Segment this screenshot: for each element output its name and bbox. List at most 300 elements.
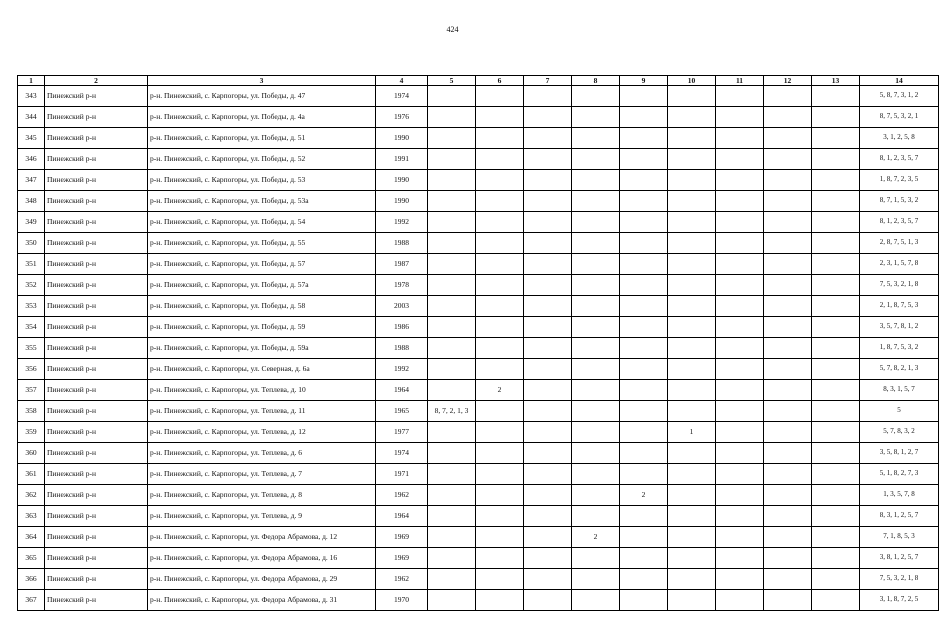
cell-c5 <box>428 317 476 338</box>
cell-c8 <box>572 212 620 233</box>
table-row <box>18 506 939 527</box>
cell-c11 <box>716 128 764 149</box>
cell-year: 1970 <box>376 590 428 611</box>
column-header-14: 14 <box>860 76 939 86</box>
column-header-8: 8 <box>572 76 620 86</box>
cell-c5 <box>428 443 476 464</box>
cell-c13 <box>812 212 860 233</box>
cell-address: р-н. Пинежский, с. Карпогоры, ул. Теплева, д. 10 <box>148 380 376 401</box>
cell-n: 347 <box>18 170 45 191</box>
cell-c14 <box>860 149 939 170</box>
code-sequence: 3, 5, 7, 8, 1, 2 <box>879 322 919 331</box>
cell-c6 <box>476 443 524 464</box>
cell-district: Пинежский р-н <box>45 296 148 317</box>
cell-n: 363 <box>18 506 45 527</box>
cell-n: 360 <box>18 443 45 464</box>
code-sequence: 8, 7, 1, 5, 3, 2 <box>879 196 919 205</box>
table-row <box>18 296 939 317</box>
cell-c12 <box>764 527 812 548</box>
column-header-5: 5 <box>428 76 476 86</box>
table-row <box>18 107 939 128</box>
cell-c13 <box>812 443 860 464</box>
cell-year: 1962 <box>376 569 428 590</box>
cell-c7 <box>524 527 572 548</box>
cell-n: 343 <box>18 86 45 107</box>
column-header-11: 11 <box>716 76 764 86</box>
cell-c11 <box>716 212 764 233</box>
cell-district: Пинежский р-н <box>45 338 148 359</box>
cell-c9 <box>620 149 668 170</box>
cell-c14 <box>860 401 939 422</box>
cell-c9 <box>620 170 668 191</box>
cell-n: 361 <box>18 464 45 485</box>
cell-c13 <box>812 170 860 191</box>
cell-c7 <box>524 464 572 485</box>
code-sequence: 8, 3, 1, 2, 5, 7 <box>879 511 919 520</box>
cell-n: 351 <box>18 254 45 275</box>
cell-c6 <box>476 296 524 317</box>
cell-n: 355 <box>18 338 45 359</box>
cell-n: 367 <box>18 590 45 611</box>
cell-district: Пинежский р-н <box>45 527 148 548</box>
cell-c12 <box>764 275 812 296</box>
cell-c10 <box>668 149 716 170</box>
cell-c11 <box>716 275 764 296</box>
cell-c11 <box>716 443 764 464</box>
cell-n: 345 <box>18 128 45 149</box>
table-row <box>18 128 939 149</box>
cell-c13 <box>812 86 860 107</box>
header-row <box>18 76 939 86</box>
cell-c10 <box>668 464 716 485</box>
cell-c8 <box>572 170 620 191</box>
table-row <box>18 590 939 611</box>
cell-c9 <box>620 506 668 527</box>
cell-c11 <box>716 149 764 170</box>
code-sequence: 5 <box>897 406 901 415</box>
cell-c10 <box>668 296 716 317</box>
cell-c5 <box>428 506 476 527</box>
cell-c13 <box>812 464 860 485</box>
code-sequence: 7, 1, 8, 5, 3 <box>883 532 915 541</box>
cell-c10 <box>668 107 716 128</box>
cell-c8 <box>572 107 620 128</box>
cell-c6 <box>476 485 524 506</box>
cell-c6 <box>476 338 524 359</box>
cell-c14 <box>860 212 939 233</box>
cell-c12 <box>764 422 812 443</box>
cell-c12 <box>764 170 812 191</box>
cell-c7 <box>524 296 572 317</box>
cell-c7 <box>524 191 572 212</box>
cell-c9 <box>620 548 668 569</box>
cell-address: р-н. Пинежский, с. Карпогоры, ул. Федора Абрамова, д. 31 <box>148 590 376 611</box>
table-row <box>18 485 939 506</box>
cell-c5 <box>428 569 476 590</box>
page-number: 424 <box>446 25 459 34</box>
cell-c6 <box>476 422 524 443</box>
cell-c8 <box>572 548 620 569</box>
cell-c5 <box>428 212 476 233</box>
cell-c5 <box>428 422 476 443</box>
column-header-12: 12 <box>764 76 812 86</box>
cell-c5 <box>428 464 476 485</box>
cell-c5 <box>428 548 476 569</box>
cell-c7 <box>524 590 572 611</box>
cell-c9 <box>620 107 668 128</box>
cell-c10 <box>668 590 716 611</box>
cell-year: 1965 <box>376 401 428 422</box>
cell-n: 359 <box>18 422 45 443</box>
cell-c6 <box>476 254 524 275</box>
cell-c9 <box>620 464 668 485</box>
column-header-3: 3 <box>148 76 376 86</box>
table-header <box>18 76 939 86</box>
cell-district: Пинежский р-н <box>45 548 148 569</box>
cell-c13 <box>812 359 860 380</box>
column-header-9: 9 <box>620 76 668 86</box>
cell-c7 <box>524 275 572 296</box>
cell-c13 <box>812 548 860 569</box>
cell-c9 <box>620 338 668 359</box>
cell-c10 <box>668 212 716 233</box>
cell-c12 <box>764 485 812 506</box>
cell-c9 <box>620 86 668 107</box>
cell-c11 <box>716 590 764 611</box>
cell-c10 <box>668 506 716 527</box>
cell-c5 <box>428 191 476 212</box>
cell-c11 <box>716 485 764 506</box>
cell-c12 <box>764 233 812 254</box>
cell-c9 <box>620 422 668 443</box>
cell-address: р-н. Пинежский, с. Карпогоры, ул. Федора Абрамова, д. 12 <box>148 527 376 548</box>
cell-c11 <box>716 254 764 275</box>
cell-c6 <box>476 590 524 611</box>
cell-year: 1969 <box>376 527 428 548</box>
table-row <box>18 191 939 212</box>
cell-c5: 8, 7, 2, 1, 3 <box>428 401 476 422</box>
cell-year: 1971 <box>376 464 428 485</box>
column-header-1: 1 <box>18 76 45 86</box>
cell-c8 <box>572 506 620 527</box>
cell-c7 <box>524 107 572 128</box>
cell-c13 <box>812 380 860 401</box>
cell-n: 358 <box>18 401 45 422</box>
cell-c10 <box>668 233 716 254</box>
cell-c6 <box>476 506 524 527</box>
cell-c8 <box>572 296 620 317</box>
cell-year: 1987 <box>376 254 428 275</box>
cell-c6 <box>476 401 524 422</box>
cell-c7 <box>524 170 572 191</box>
cell-year: 1991 <box>376 149 428 170</box>
table-row <box>18 569 939 590</box>
cell-c10 <box>668 128 716 149</box>
cell-year: 1986 <box>376 317 428 338</box>
cell-c7 <box>524 569 572 590</box>
cell-c11 <box>716 317 764 338</box>
cell-address: р-н. Пинежский, с. Карпогоры, ул. Победы, д. 53а <box>148 191 376 212</box>
code-sequence: 7, 5, 3, 2, 1, 8 <box>879 280 919 289</box>
cell-address: р-н. Пинежский, с. Карпогоры, ул. Теплева, д. 12 <box>148 422 376 443</box>
cell-c12 <box>764 569 812 590</box>
cell-c11 <box>716 86 764 107</box>
cell-c5 <box>428 107 476 128</box>
table-body <box>18 86 939 611</box>
cell-c14 <box>860 548 939 569</box>
cell-c14 <box>860 86 939 107</box>
cell-c13 <box>812 590 860 611</box>
table-row <box>18 443 939 464</box>
cell-address: р-н. Пинежский, с. Карпогоры, ул. Федора Абрамова, д. 16 <box>148 548 376 569</box>
code-sequence: 3, 1, 8, 7, 2, 5 <box>879 595 919 604</box>
cell-c12 <box>764 401 812 422</box>
cell-c10: 1 <box>668 422 716 443</box>
cell-c14 <box>860 170 939 191</box>
cell-c10 <box>668 191 716 212</box>
cell-c12 <box>764 380 812 401</box>
cell-c6 <box>476 548 524 569</box>
cell-c14 <box>860 107 939 128</box>
cell-c14 <box>860 275 939 296</box>
cell-address: р-н. Пинежский, с. Карпогоры, ул. Теплева, д. 7 <box>148 464 376 485</box>
cell-c8 <box>572 401 620 422</box>
cell-c9 <box>620 569 668 590</box>
cell-c11 <box>716 359 764 380</box>
cell-c8 <box>572 422 620 443</box>
cell-c12 <box>764 359 812 380</box>
cell-district: Пинежский р-н <box>45 107 148 128</box>
table-row <box>18 212 939 233</box>
code-sequence: 2, 1, 8, 7, 5, 3 <box>879 301 919 310</box>
cell-district: Пинежский р-н <box>45 380 148 401</box>
cell-n: 350 <box>18 233 45 254</box>
cell-c9 <box>620 590 668 611</box>
cell-c10 <box>668 485 716 506</box>
cell-c5 <box>428 296 476 317</box>
cell-c13 <box>812 275 860 296</box>
cell-year: 1988 <box>376 233 428 254</box>
cell-district: Пинежский р-н <box>45 464 148 485</box>
cell-district: Пинежский р-н <box>45 443 148 464</box>
cell-c12 <box>764 296 812 317</box>
cell-year: 1990 <box>376 128 428 149</box>
cell-year: 1990 <box>376 170 428 191</box>
cell-c5 <box>428 149 476 170</box>
cell-n: 354 <box>18 317 45 338</box>
cell-c5 <box>428 170 476 191</box>
column-header-4: 4 <box>376 76 428 86</box>
cell-c13 <box>812 401 860 422</box>
code-sequence: 8, 3, 1, 5, 7 <box>883 385 915 394</box>
cell-c12 <box>764 443 812 464</box>
cell-address: р-н. Пинежский, с. Карпогоры, ул. Победы, д. 59а <box>148 338 376 359</box>
cell-c12 <box>764 212 812 233</box>
cell-n: 364 <box>18 527 45 548</box>
cell-c5 <box>428 86 476 107</box>
table-row <box>18 527 939 548</box>
cell-year: 1977 <box>376 422 428 443</box>
cell-c14 <box>860 233 939 254</box>
cell-c8 <box>572 359 620 380</box>
table-row <box>18 338 939 359</box>
cell-c9 <box>620 527 668 548</box>
cell-n: 344 <box>18 107 45 128</box>
cell-c10 <box>668 443 716 464</box>
cell-year: 1964 <box>376 506 428 527</box>
cell-c6 <box>476 275 524 296</box>
cell-c7 <box>524 401 572 422</box>
table-row <box>18 149 939 170</box>
code-sequence: 1, 8, 7, 5, 3, 2 <box>879 343 919 352</box>
cell-c6 <box>476 86 524 107</box>
cell-c13 <box>812 233 860 254</box>
cell-c12 <box>764 464 812 485</box>
cell-year: 1974 <box>376 443 428 464</box>
cell-c6 <box>476 233 524 254</box>
cell-c7 <box>524 86 572 107</box>
code-sequence: 1, 8, 7, 2, 3, 5 <box>879 175 919 184</box>
cell-address: р-н. Пинежский, с. Карпогоры, ул. Победы, д. 57 <box>148 254 376 275</box>
cell-c12 <box>764 506 812 527</box>
cell-n: 356 <box>18 359 45 380</box>
cell-c5 <box>428 380 476 401</box>
cell-c7 <box>524 548 572 569</box>
cell-district: Пинежский р-н <box>45 569 148 590</box>
cell-c10 <box>668 359 716 380</box>
cell-district: Пинежский р-н <box>45 170 148 191</box>
cell-c14 <box>860 464 939 485</box>
code-sequence: 8, 1, 2, 3, 5, 7 <box>879 154 919 163</box>
cell-c14 <box>860 296 939 317</box>
cell-c6 <box>476 170 524 191</box>
code-sequence: 3, 8, 1, 2, 5, 7 <box>879 553 919 562</box>
cell-n: 348 <box>18 191 45 212</box>
cell-c8 <box>572 338 620 359</box>
cell-c12 <box>764 590 812 611</box>
cell-c7 <box>524 506 572 527</box>
cell-c12 <box>764 86 812 107</box>
code-sequence: 3, 5, 8, 1, 2, 7 <box>879 448 919 457</box>
cell-c11 <box>716 380 764 401</box>
cell-c14 <box>860 191 939 212</box>
cell-c13 <box>812 149 860 170</box>
cell-district: Пинежский р-н <box>45 359 148 380</box>
column-header-2: 2 <box>45 76 148 86</box>
cell-c8 <box>572 485 620 506</box>
cell-c5 <box>428 359 476 380</box>
cell-c14 <box>860 527 939 548</box>
cell-c9 <box>620 317 668 338</box>
cell-c5 <box>428 485 476 506</box>
cell-c9 <box>620 191 668 212</box>
cell-c6 <box>476 191 524 212</box>
cell-c13 <box>812 506 860 527</box>
code-sequence: 5, 7, 8, 3, 2 <box>883 427 915 436</box>
cell-c12 <box>764 191 812 212</box>
cell-district: Пинежский р-н <box>45 401 148 422</box>
cell-c8 <box>572 86 620 107</box>
cell-c6 <box>476 317 524 338</box>
cell-c10 <box>668 527 716 548</box>
cell-c5 <box>428 254 476 275</box>
cell-c10 <box>668 170 716 191</box>
cell-c7 <box>524 359 572 380</box>
cell-c10 <box>668 254 716 275</box>
code-sequence: 5, 8, 7, 3, 1, 2 <box>879 91 919 100</box>
cell-district: Пинежский р-н <box>45 590 148 611</box>
cell-district: Пинежский р-н <box>45 254 148 275</box>
cell-c10 <box>668 275 716 296</box>
housing-register-table <box>17 75 939 611</box>
cell-c14 <box>860 443 939 464</box>
cell-address: р-н. Пинежский, с. Карпогоры, ул. Победы, д. 54 <box>148 212 376 233</box>
cell-c5 <box>428 233 476 254</box>
cell-c7 <box>524 422 572 443</box>
column-header-13: 13 <box>812 76 860 86</box>
cell-c8 <box>572 590 620 611</box>
cell-c9 <box>620 380 668 401</box>
cell-c10 <box>668 317 716 338</box>
table-row <box>18 422 939 443</box>
cell-c14 <box>860 254 939 275</box>
cell-c13 <box>812 338 860 359</box>
cell-district: Пинежский р-н <box>45 191 148 212</box>
cell-c5 <box>428 128 476 149</box>
cell-c11 <box>716 296 764 317</box>
cell-n: 349 <box>18 212 45 233</box>
cell-district: Пинежский р-н <box>45 275 148 296</box>
cell-district: Пинежский р-н <box>45 149 148 170</box>
table-row <box>18 233 939 254</box>
table-row <box>18 359 939 380</box>
cell-c7 <box>524 338 572 359</box>
table-row <box>18 275 939 296</box>
cell-district: Пинежский р-н <box>45 317 148 338</box>
cell-c9 <box>620 401 668 422</box>
cell-c14 <box>860 128 939 149</box>
cell-address: р-н. Пинежский, с. Карпогоры, ул. Победы, д. 53 <box>148 170 376 191</box>
cell-c9: 2 <box>620 485 668 506</box>
cell-c7 <box>524 149 572 170</box>
cell-c7 <box>524 212 572 233</box>
cell-c11 <box>716 233 764 254</box>
table-row <box>18 317 939 338</box>
cell-n: 357 <box>18 380 45 401</box>
cell-c5 <box>428 275 476 296</box>
cell-c5 <box>428 527 476 548</box>
cell-c7 <box>524 233 572 254</box>
cell-c13 <box>812 569 860 590</box>
cell-year: 1992 <box>376 212 428 233</box>
cell-c9 <box>620 359 668 380</box>
cell-district: Пинежский р-н <box>45 212 148 233</box>
cell-c8 <box>572 464 620 485</box>
cell-address: р-н. Пинежский, с. Карпогоры, ул. Победы, д. 57а <box>148 275 376 296</box>
cell-address: р-н. Пинежский, с. Карпогоры, ул. Федора Абрамова, д. 29 <box>148 569 376 590</box>
cell-c13 <box>812 128 860 149</box>
cell-n: 366 <box>18 569 45 590</box>
cell-c11 <box>716 422 764 443</box>
cell-c6 <box>476 149 524 170</box>
table-row <box>18 86 939 107</box>
cell-c13 <box>812 191 860 212</box>
cell-address: р-н. Пинежский, с. Карпогоры, ул. Победы, д. 47 <box>148 86 376 107</box>
cell-year: 1988 <box>376 338 428 359</box>
cell-address: р-н. Пинежский, с. Карпогоры, ул. Победы, д. 55 <box>148 233 376 254</box>
cell-c8 <box>572 380 620 401</box>
cell-c7 <box>524 443 572 464</box>
